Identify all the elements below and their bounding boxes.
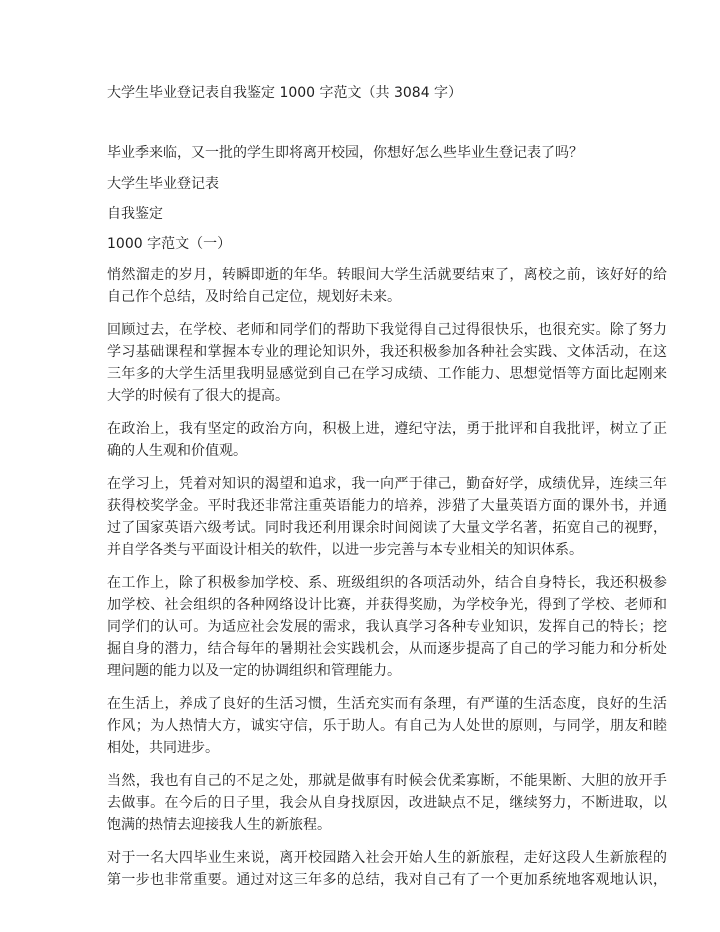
paragraph [107,572,667,682]
paragraph [107,770,667,836]
paragraph [107,693,667,759]
document-title: 大学生毕业登记表自我鉴定 1000 字范文（共 3084 字） [107,85,463,101]
paragraph [107,847,667,891]
paragraph-line: 加学校、社会组织的各种网络设计比赛，并获得奖励，为学校争光，得到了学校、老师和 [107,597,667,613]
paragraph-line: 获得校奖学金。平时我还非常注重英语能力的培养，涉猎了大量英语方面的课外书，并通 [107,498,667,514]
paragraph-line: 回顾过去，在学校、老师和同学们的帮助下我觉得自己过得很快乐，也很充实。除了努力 [107,322,667,338]
paragraph-line: 在政治上，我有坚定的政治方向，积极上进，遵纪守法，勇于批评和自我批评，树立了正 [107,421,667,437]
section-subheading: 自我鉴定 [107,206,163,222]
paragraph-line: 悄然溜走的岁月，转瞬即逝的年华。转眼间大学生活就要结束了，离校之前，该好好的给 [107,267,667,283]
paragraph [107,473,667,561]
paragraph [107,319,667,407]
paragraph-line: 饱满的热情去迎接我人生的新旅程。 [107,817,331,833]
paragraph-line: 在学习上，凭着对知识的渴望和追求，我一向严于律己，勤奋好学，成绩优异，连续三年 [107,476,667,492]
intro-text: 毕业季来临，又一批的学生即将离开校园，你想好怎么些毕业生登记表了吗？ [107,145,583,161]
paragraph-line: 三年多的大学生活里我明显感觉到自己在学习成绩、工作能力、思想觉悟等方面比起刚来 [107,366,667,382]
paragraph-line: 大学的时候有了很大的提高。 [107,388,289,404]
paragraph-line: 对于一名大四毕业生来说，离开校园踏入社会开始人生的新旅程，走好这段人生新旅程的 [107,850,667,866]
paragraph-line: 同学们的认可。为适应社会发展的需求，我认真学习各种专业知识，发挥自己的特长；挖 [107,619,667,635]
paragraph-line: 去做事。在今后的日子里，我会从自身找原因，改进缺点不足，继续努力，不断进取，以 [107,795,667,811]
section-heading: 大学生毕业登记表 [107,176,219,192]
essay-heading: 1000 字范文（一） [107,236,232,252]
paragraph-line: 当然，我也有自己的不足之处，那就是做事有时候会优柔寡断，不能果断、大胆的放开手 [107,773,667,789]
paragraph [107,264,667,308]
paragraph-line: 第一步也非常重要。通过对这三年多的总结，我对自己有了一个更加系统地客观地认识， [107,872,667,888]
paragraph-line: 在生活上，养成了良好的生活习惯，生活充实而有条理，有严谨的生活态度，良好的生活 [107,696,667,712]
paragraph-line: 相处，共同进步。 [107,740,219,756]
paragraph-line: 确的人生观和价值观。 [107,443,247,459]
paragraph-line: 作风；为人热情大方，诚实守信，乐于助人。有自己为人处世的原则，与同学，朋友和睦 [107,718,667,734]
paragraph-line: 理问题的能力以及一定的协调组织和管理能力。 [107,663,401,679]
paragraph-line: 学习基础课程和掌握本专业的理论知识外，我还积极参加各种社会实践、文体活动，在这 [107,344,667,360]
paragraph-line: 过了国家英语六级考试。同时我还利用课余时间阅读了大量文学名著，拓宽自己的视野， [107,520,667,536]
paragraph-line: 掘自身的潜力，结合每年的暑期社会实践机会，从而逐步提高了自己的学习能力和分析处 [107,641,667,657]
paragraph-line: 并自学各类与平面设计相关的软件，以进一步完善与本专业相关的知识体系。 [107,542,583,558]
paragraph [107,418,667,462]
paragraph-line: 在工作上，除了积极参加学校、系、班级组织的各项活动外，结合自身特长，我还积极参 [107,575,667,591]
paragraph-line: 自己作个总结，及时给自己定位，规划好未来。 [107,289,401,305]
